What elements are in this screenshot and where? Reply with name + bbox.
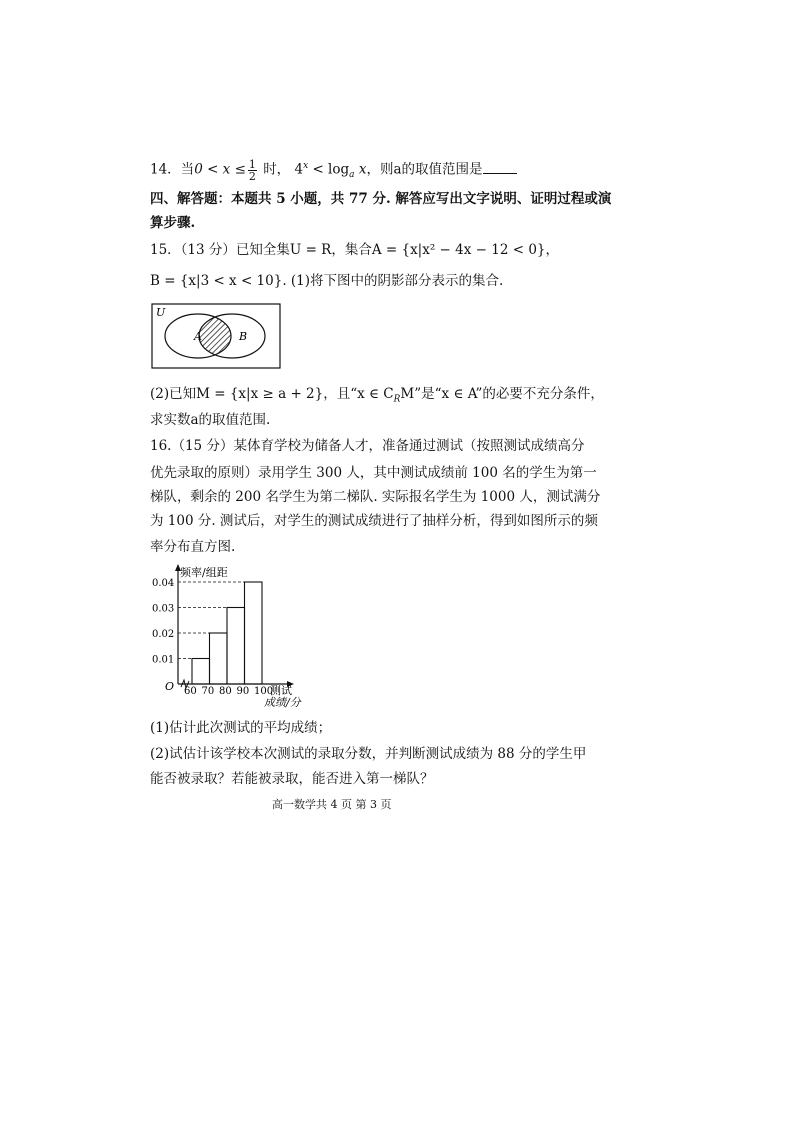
q14-fraction [248,159,257,182]
section4-line1: 四、解答题：本题共 5 小题，共 77 分. 解答应写出文字说明、证明过程或演 [150,191,612,207]
q16-line1: 16.（15 分）某体育学校为储备人才，准备通过测试（按照测试成绩高分 [150,438,585,454]
venn-label-a: A [194,330,202,343]
x-tick-label: 60 [184,686,197,697]
section4-line2: 算步骤. [150,215,196,231]
q14-log-sub: a [349,170,355,181]
x-axis-label-line1: 测试 [270,684,292,697]
q14-inequality: 0 < x ≤ [194,161,246,178]
page-footer: 高一数学共 4 页 第 3 页 [272,798,392,811]
q16-sub2-line2: 能否被录取？若能被录取，能否进入第一梯队？ [150,771,434,787]
x-axis-label-line2: 成绩/分 [264,696,301,709]
q14-text-mid: 时， [263,161,291,178]
q15-line3-sub: R [393,394,401,405]
q16-line5: 率分布直方图. [150,539,236,555]
q14-log-arg: x [358,161,367,178]
q14-answer-blank[interactable] [483,161,517,174]
x-tick-label: 90 [236,686,250,697]
q16-line2: 优先录取的原则）录用学生 300 人，其中测试成绩前 100 名的学生为第一 [150,465,597,481]
frequency-histogram [148,562,318,710]
q14-number: 14．当 [150,161,195,178]
y-tick-label: 0.01 [152,654,175,666]
venn-label-b: B [239,330,248,343]
q14-ineq2-exp: x [303,161,309,171]
histogram-bar [245,582,263,684]
y-tick-label: 0.03 [152,603,175,615]
q14-frac-den: 2 [248,169,256,183]
y-tick-label: 0.02 [152,629,175,640]
q14-line [150,157,517,184]
q15-line3 [150,385,604,409]
q16-sub1: (1)估计此次测试的平均成绩； [150,720,332,736]
x-tick-label: 80 [219,686,232,697]
q14-text-end: ，则a的取值范围是 [366,161,483,178]
q15-line1: 15．（13 分）已知全集U = R，集合A = {x|x² − 4x − 12 < 0}， [150,242,559,258]
q16-sub2-line1: (2)试估计该学校本次测试的录取分数，并判断测试成绩为 88 分的学生甲 [150,746,587,762]
histogram-bar [192,659,210,685]
q14-frac-num: 1 [248,157,256,171]
venn-diagram [150,302,282,370]
x-tick-label: 100 [254,686,274,697]
q15-line3-rest: M”是“x ∈ A”的必要不充分条件， [400,386,604,402]
q16-line3: 梯队，剩余的 200 名学生为第二梯队. 实际报名学生为 1000 人，测试满分 [150,489,601,505]
q15-line3-text: (2)已知M = {x|x ≥ a + 2}，且“x ∈ C [150,386,394,402]
x-tick-label: 70 [201,686,215,697]
q15-line2: B = {x|3 < x < 10}. (1)将下图中的阴影部分表示的集合. [150,273,504,289]
y-tick-label: 0.04 [152,578,175,589]
y-axis-label: 频率/组距 [180,566,228,579]
q14-ineq2-rest: < log [312,161,350,178]
histogram-bar [210,633,228,684]
q15-line4: 求实数a的取值范围. [150,412,271,428]
origin-label: O [165,680,175,693]
q16-line4: 为 100 分. 测试后，对学生的测试成绩进行了抽样分析，得到如图所示的频 [150,513,598,529]
q14-ineq2-base: 4 [294,161,304,178]
venn-universe-label: U [156,306,166,319]
histogram-bar [227,608,245,685]
